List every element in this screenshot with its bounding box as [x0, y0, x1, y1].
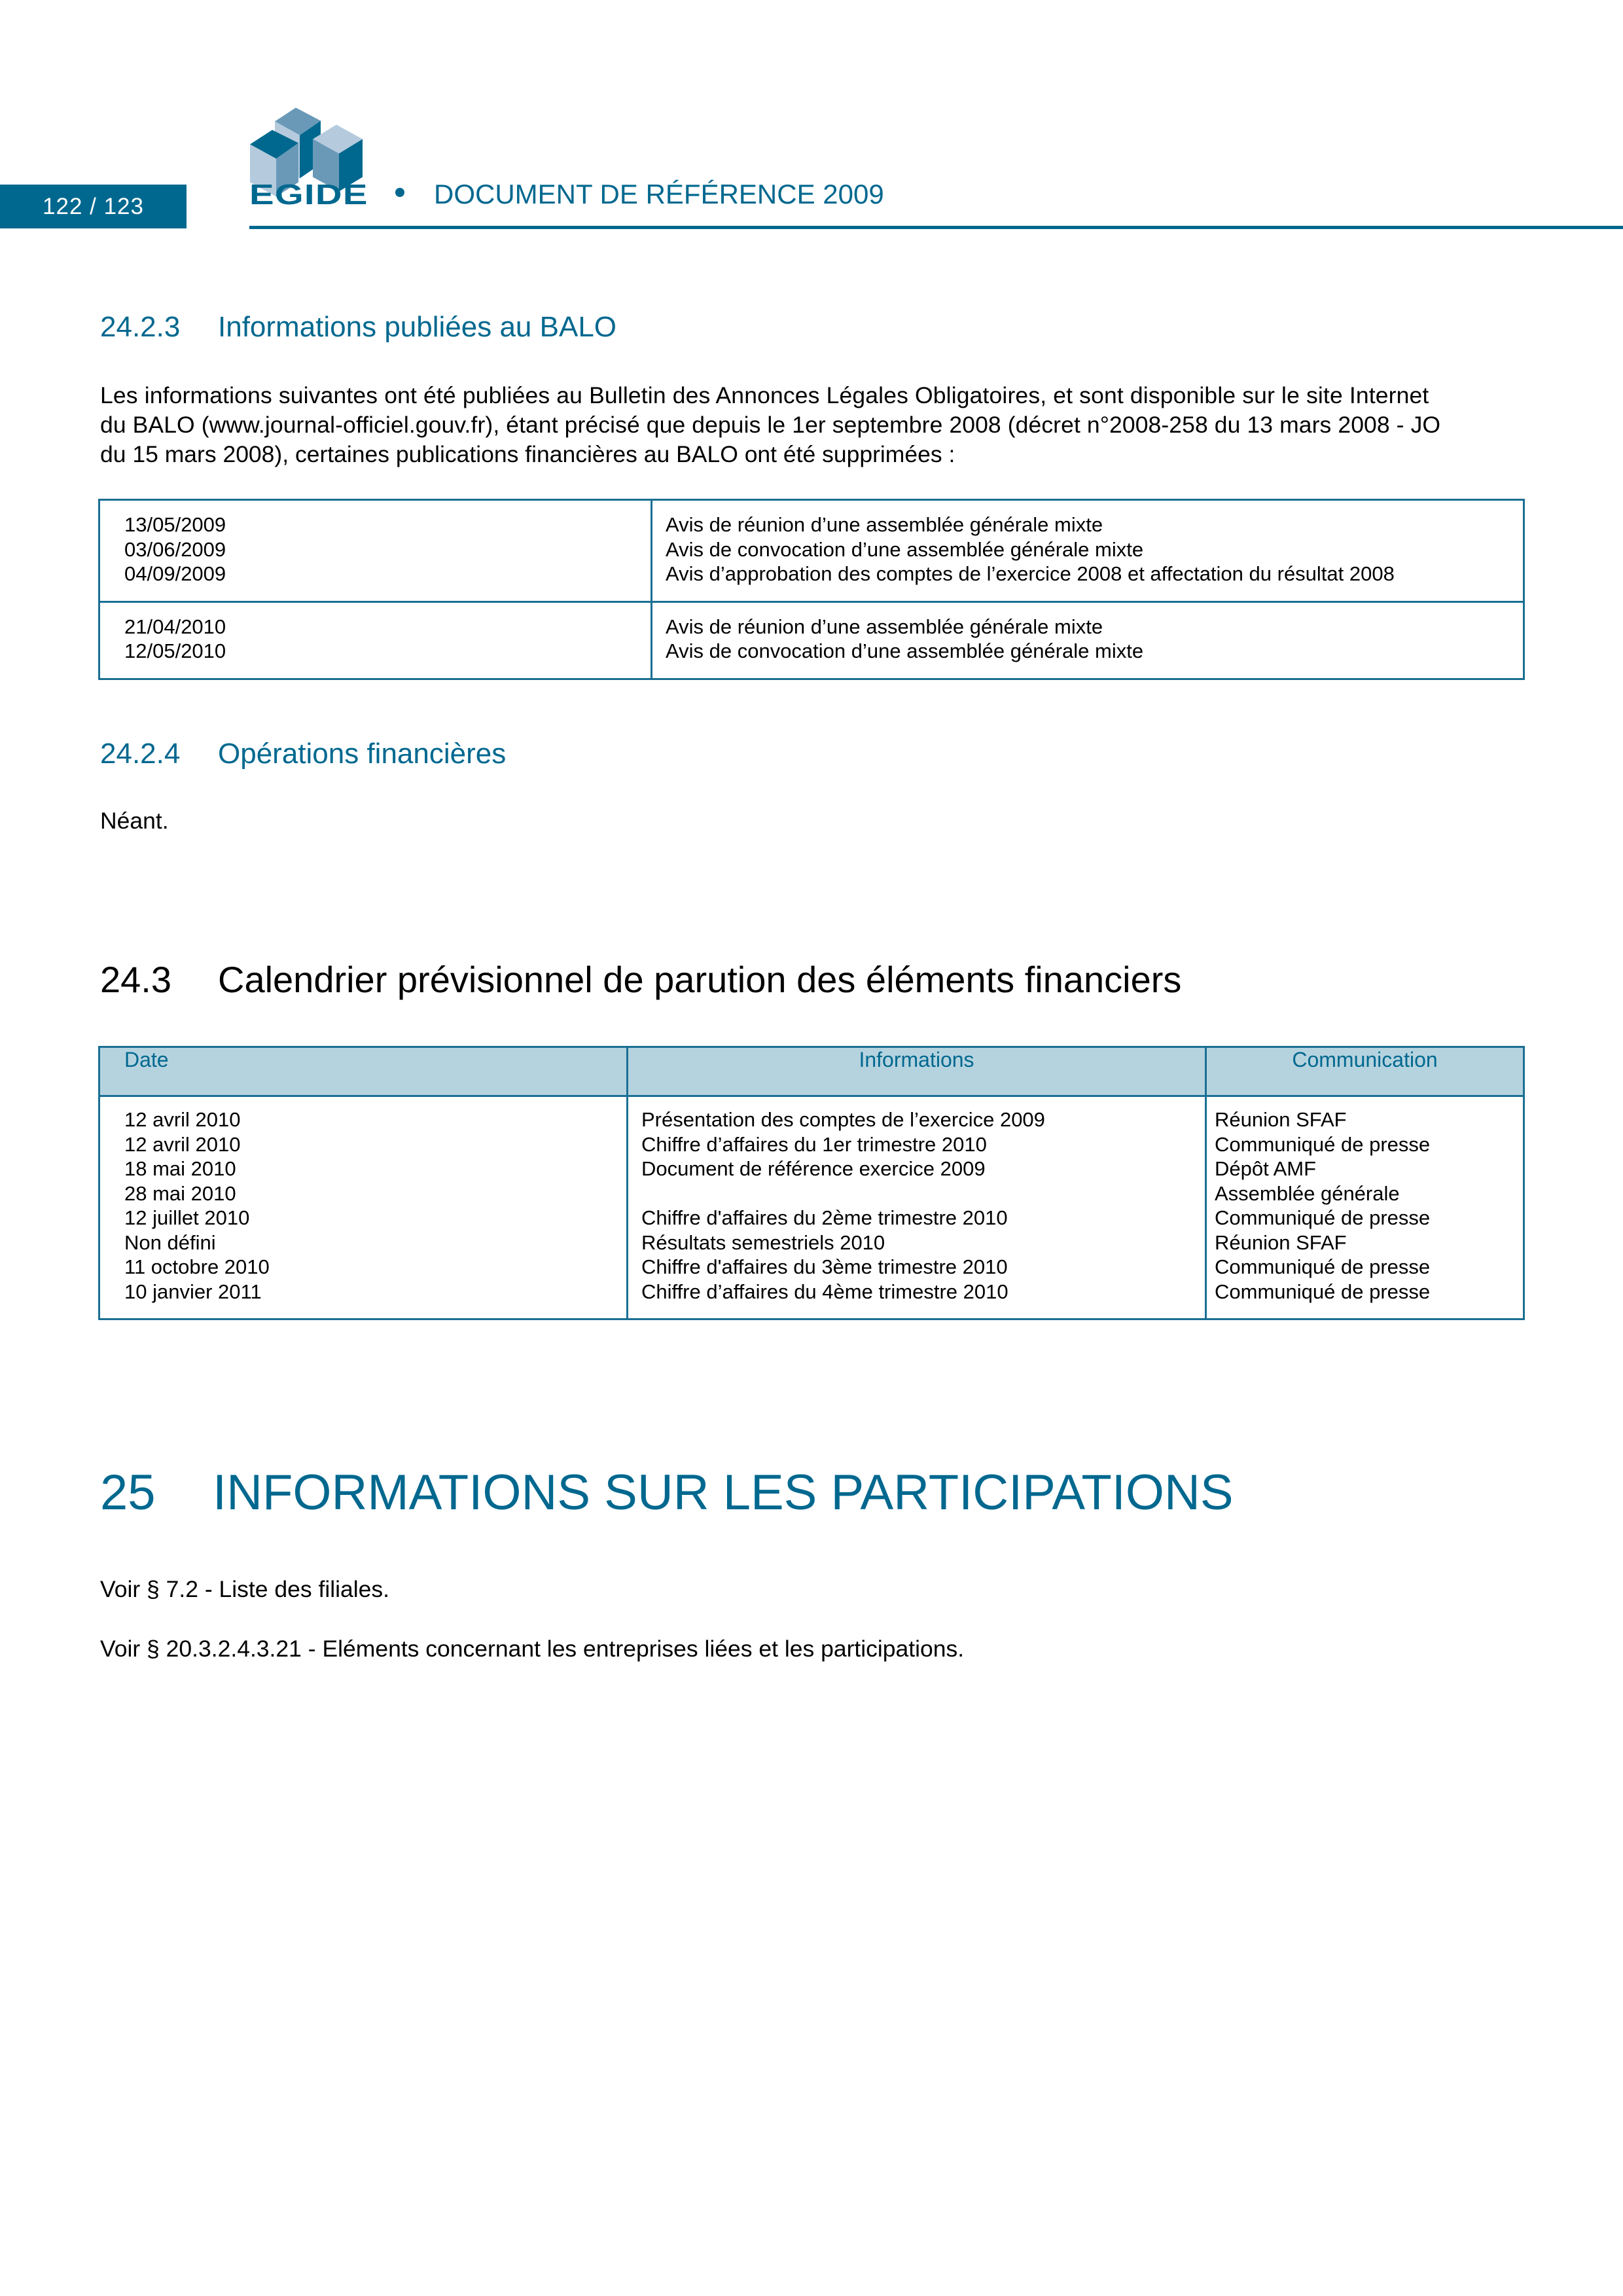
date-text: 12 avril 2010: [124, 1132, 241, 1156]
column-header-informations: Informations: [628, 1047, 1206, 1096]
date-text: 21/04/2010: [124, 615, 226, 638]
description-text: Avis de réunion d’une assemblée générale mixte: [666, 615, 1103, 638]
information-text: Chiffre d’affaires du 1er trimestre 2010: [641, 1132, 987, 1156]
description-text: Avis de réunion d’une assemblée générale mixte: [666, 513, 1103, 536]
table-row: [99, 601, 1524, 679]
paragraph-line: Les informations suivantes ont été publiées au Bulletin des Annonces Légales Obligatoires, et sont disponible sur le site Internet: [100, 382, 1429, 408]
communication-text: Réunion SFAF: [1215, 1108, 1347, 1131]
communication-text: Communiqué de presse: [1215, 1280, 1431, 1303]
section-heading-24-2-4: [100, 737, 506, 771]
date-text: 04/09/2009: [124, 562, 226, 585]
description-text: Avis de convocation d’une assemblée générale mixte: [666, 639, 1144, 662]
date-text: 10 janvier 2011: [124, 1280, 262, 1303]
communication-text: Réunion SFAF: [1215, 1230, 1347, 1254]
chapter-title: INFORMATIONS SUR LES PARTICIPATIONS: [213, 1465, 1234, 1520]
table-cell-communications: [1206, 1096, 1524, 1319]
date-text: 28 mai 2010: [124, 1181, 236, 1205]
table-cell-informations: [628, 1096, 1206, 1319]
communication-text: Assemblée générale: [1215, 1181, 1400, 1205]
chapter-number: 25: [100, 1465, 156, 1520]
date-text: 12 avril 2010: [124, 1108, 241, 1131]
section-number: 24.2.4: [100, 738, 181, 770]
chapter-heading-25: [100, 1463, 1234, 1522]
section-title: Opérations financières: [218, 738, 507, 770]
description-text: Avis de convocation d’une assemblée générale mixte: [666, 537, 1144, 561]
section-heading-24-2-3: [100, 310, 616, 344]
information-text: Chiffre d'affaires du 3ème trimestre 2010: [641, 1255, 1008, 1278]
description-text: Avis d’approbation des comptes de l’exercice 2008 et affectation du résultat 2008: [666, 562, 1395, 585]
logo-wordmark: EGIDE: [249, 179, 368, 211]
table-cell-dates: [99, 500, 652, 602]
table-cell-descriptions: [652, 601, 1524, 679]
date-text: 03/06/2009: [124, 537, 226, 561]
section-title: Calendrier prévisionnel de parution des éléments financiers: [218, 959, 1182, 1000]
paragraph-line: du 15 mars 2008), certaines publications financières au BALO ont été supprimées :: [100, 441, 955, 467]
date-text: 12 juillet 2010: [124, 1206, 250, 1229]
communication-text: Communiqué de presse: [1215, 1206, 1431, 1229]
communication-text: Communiqué de presse: [1215, 1132, 1431, 1156]
section-number: 24.3: [100, 959, 171, 1000]
balo-publications-table: [98, 499, 1525, 680]
page-indicator: 122 / 123: [0, 185, 187, 228]
table-cell-dates: [99, 1096, 628, 1319]
reference-line: Voir § 20.3.2.4.3.21 - Eléments concernant les entreprises liées et les participations.: [100, 1636, 965, 1662]
date-text: 13/05/2009: [124, 513, 226, 536]
operations-body: Néant.: [100, 808, 169, 834]
date-text: 12/05/2010: [124, 639, 226, 662]
column-header-date: Date: [99, 1047, 628, 1096]
information-text: Présentation des comptes de l’exercice 2009: [641, 1108, 1045, 1131]
section-title: Informations publiées au BALO: [218, 311, 617, 343]
communication-text: Dépôt AMF: [1215, 1157, 1317, 1180]
date-text: 18 mai 2010: [124, 1157, 236, 1180]
information-text: [641, 1181, 1205, 1206]
table-header-row: [99, 1047, 1524, 1096]
date-text: Non défini: [124, 1230, 216, 1254]
communication-text: Communiqué de presse: [1215, 1255, 1431, 1278]
bullet-icon: [395, 188, 404, 197]
table-row: [99, 500, 1524, 602]
paragraph-line: du BALO (www.journal-officiel.gouv.fr), étant précisé que depuis le 1er septembre 2008 (décret n°2008-258 du 13 mars 2008 - JO: [100, 412, 1441, 438]
section-number: 24.2.3: [100, 311, 181, 343]
information-text: Chiffre d’affaires du 4ème trimestre 2010: [641, 1280, 1008, 1303]
reference-line: Voir § 7.2 - Liste des filiales.: [100, 1576, 389, 1602]
document-title: DOCUMENT DE RÉFÉRENCE 2009: [434, 179, 884, 209]
column-header-communication: Communication: [1206, 1047, 1524, 1096]
information-text: Chiffre d'affaires du 2ème trimestre 2010: [641, 1206, 1008, 1229]
information-text: Résultats semestriels 2010: [641, 1230, 885, 1254]
balo-intro-paragraph: [100, 381, 1527, 469]
section-heading-24-3: [100, 958, 1181, 1001]
financial-calendar-table: [98, 1046, 1525, 1320]
table-cell-descriptions: [652, 500, 1524, 602]
information-text: Document de référence exercice 2009: [641, 1157, 986, 1180]
table-cell-dates: [99, 601, 652, 679]
table-row: [99, 1096, 1524, 1319]
date-text: 11 octobre 2010: [124, 1255, 270, 1278]
header-divider: [249, 226, 1623, 229]
